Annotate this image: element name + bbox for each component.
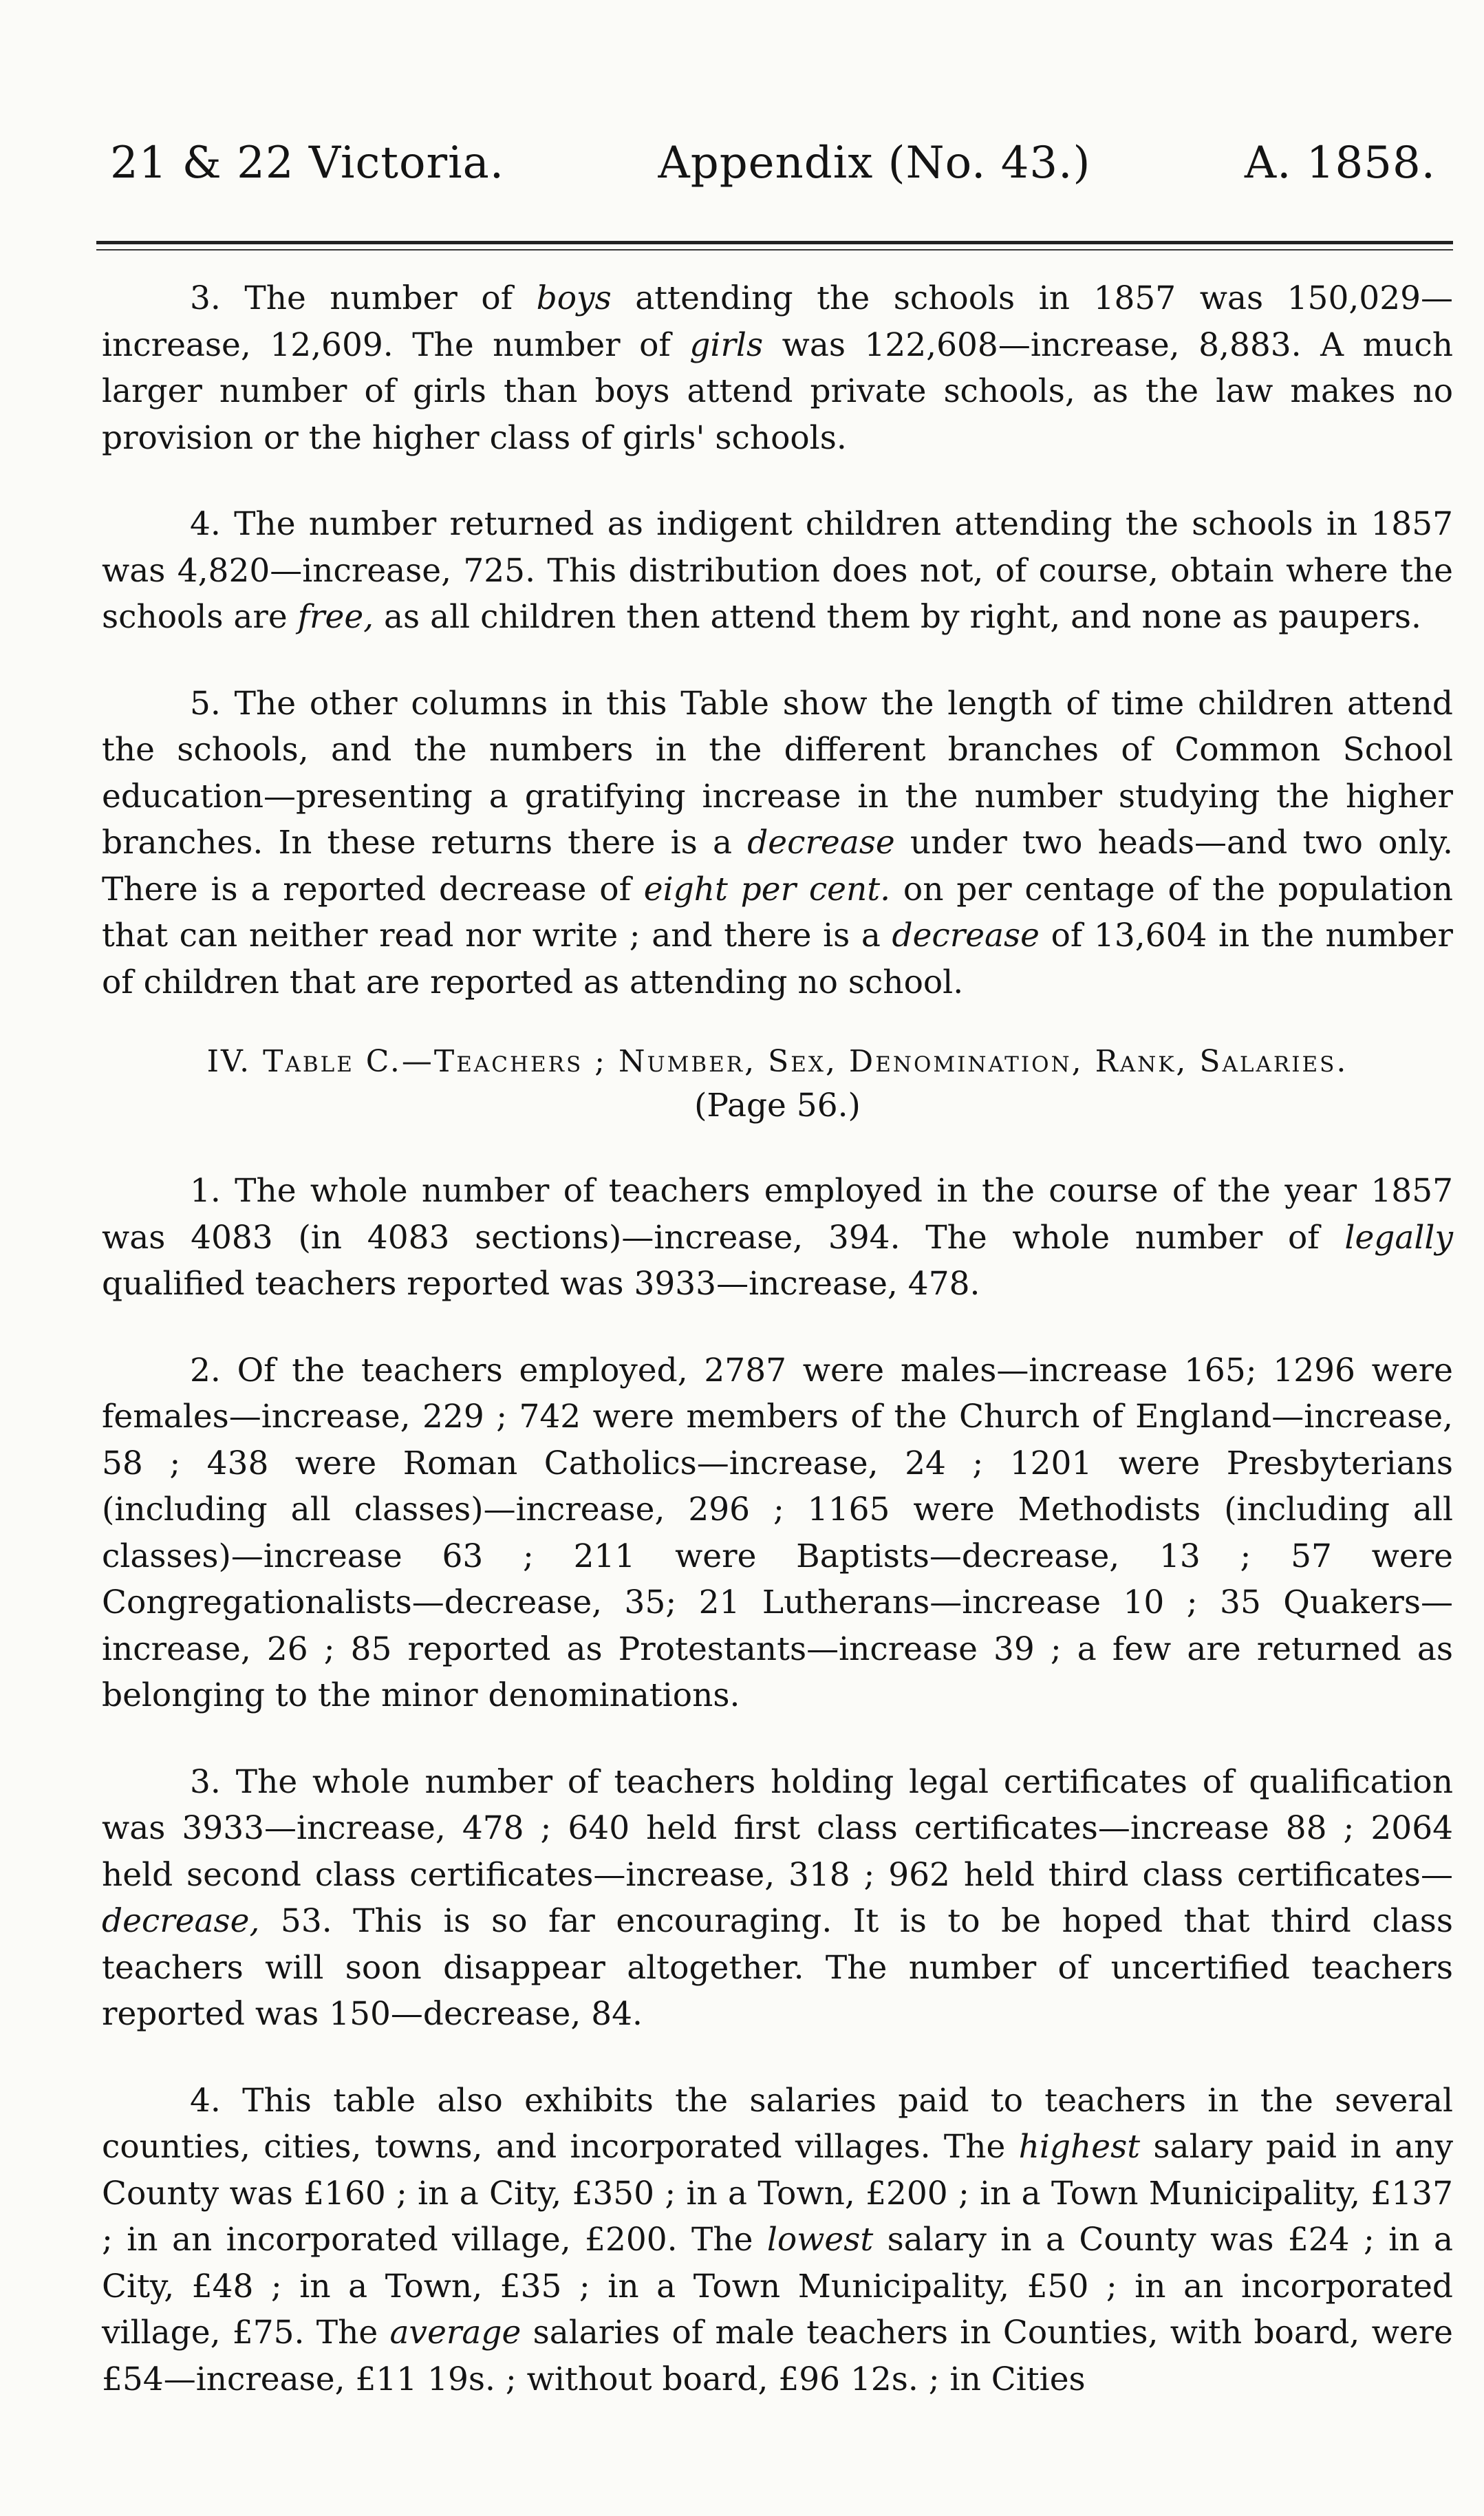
section-heading: IV. Table C.—Teachers ; Number, Sex, Denomination, Rank, Salaries.	[206, 1044, 1348, 1079]
header-left: 21 & 22 Victoria.	[110, 138, 505, 189]
header-right: A. 1858.	[1244, 138, 1436, 189]
section-page-reference: (Page 56.)	[694, 1087, 861, 1124]
paragraph-2-teachers-employed: 2. Of the teachers employed, 2787 were males—increase 165; 1296 were females—increase, 229 ; 742 were members of the Church of England—increase, 58 ; 438 were Roman Catholics—increase, 24 ; 1201 were Presbyterians (including all classes)—increase, 296 ; 1165 were Methodists (including all classes)—increase 63 ; 211 were Baptists—decrease, 13 ; 57 were Congregationalists—decrease, 35; 21 Lutherans—increase 10 ; 35 Quakers—increase, 26 ; 85 reported as Protestants—increase 39 ; a few are returned as belonging to the minor denominations.	[102, 1351, 1453, 1714]
header-rule-thick	[96, 241, 1453, 244]
running-header	[110, 138, 1436, 189]
body-text	[102, 275, 1453, 2442]
paragraph-1-teachers-number: 1. The whole number of teachers employed in the course of the year 1857 was 4083 (in 4083 sections)—increase, 394. The whole number of legally qualified teachers reported was 3933—increase, 478.	[102, 1172, 1453, 1303]
paragraph-4-salaries: 4. This table also exhibits the salaries paid to teachers in the several counties, cities, towns, and incorporated villages. The highest salary paid in any County was £160 ; in a City, £350 ; in a Town, £200 ; in a Town Municipality, £137 ; in an incorporated village, £200. The lowest salary in a County was £24 ; in a City, £48 ; in a Town, £35 ; in a Town Municipality, £50 ; in an incorporated village, £75. The average salaries of male teachers in Counties, with board, were £54—increase, £11 19s. ; without board, £96 12s. ; in Cities	[102, 2081, 1453, 2398]
header-rule-thin	[96, 249, 1453, 250]
header-center: Appendix (No. 43.)	[658, 138, 1091, 189]
paragraph-3-boys-girls: 3. The number of boys attending the schools in 1857 was 150,029—increase, 12,609. The number of girls was 122,608—increase, 8,883. A much larger number of girls than boys attend private schools, as the law makes no provision or the higher class of girls' schools.	[102, 279, 1453, 457]
paragraph-4-indigent: 4. The number returned as indigent children attending the schools in 1857 was 4,820—increase, 725. This distribution does not, of course, obtain where the schools are free, as all children then attend them by right, and none as paupers.	[102, 505, 1453, 636]
paragraph-3-certificates: 3. The whole number of teachers holding legal certificates of qualification was 3933—increase, 478 ; 640 held first class certificates—increase 88 ; 2064 held second class certificates—increase, 318 ; 962 held third class certificates—decrease, 53. This is so far encouraging. It is to be hoped that third class teachers will soon disappear altogether. The number of uncertified teachers reported was 150—decrease, 84.	[102, 1762, 1453, 2033]
paragraph-5-other-columns: 5. The other columns in this Table show the length of time children attend the schools, and the numbers in the different branches of Common School education—presenting a gratifying increase in the number studying the higher branches. In these returns there is a decrease under two heads—and two only. There is a reported decrease of eight per cent. on per centage of the population that can neither read nor write ; and there is a decrease of 13,604 in the number of children that are reported as attending no school.	[102, 684, 1454, 1001]
